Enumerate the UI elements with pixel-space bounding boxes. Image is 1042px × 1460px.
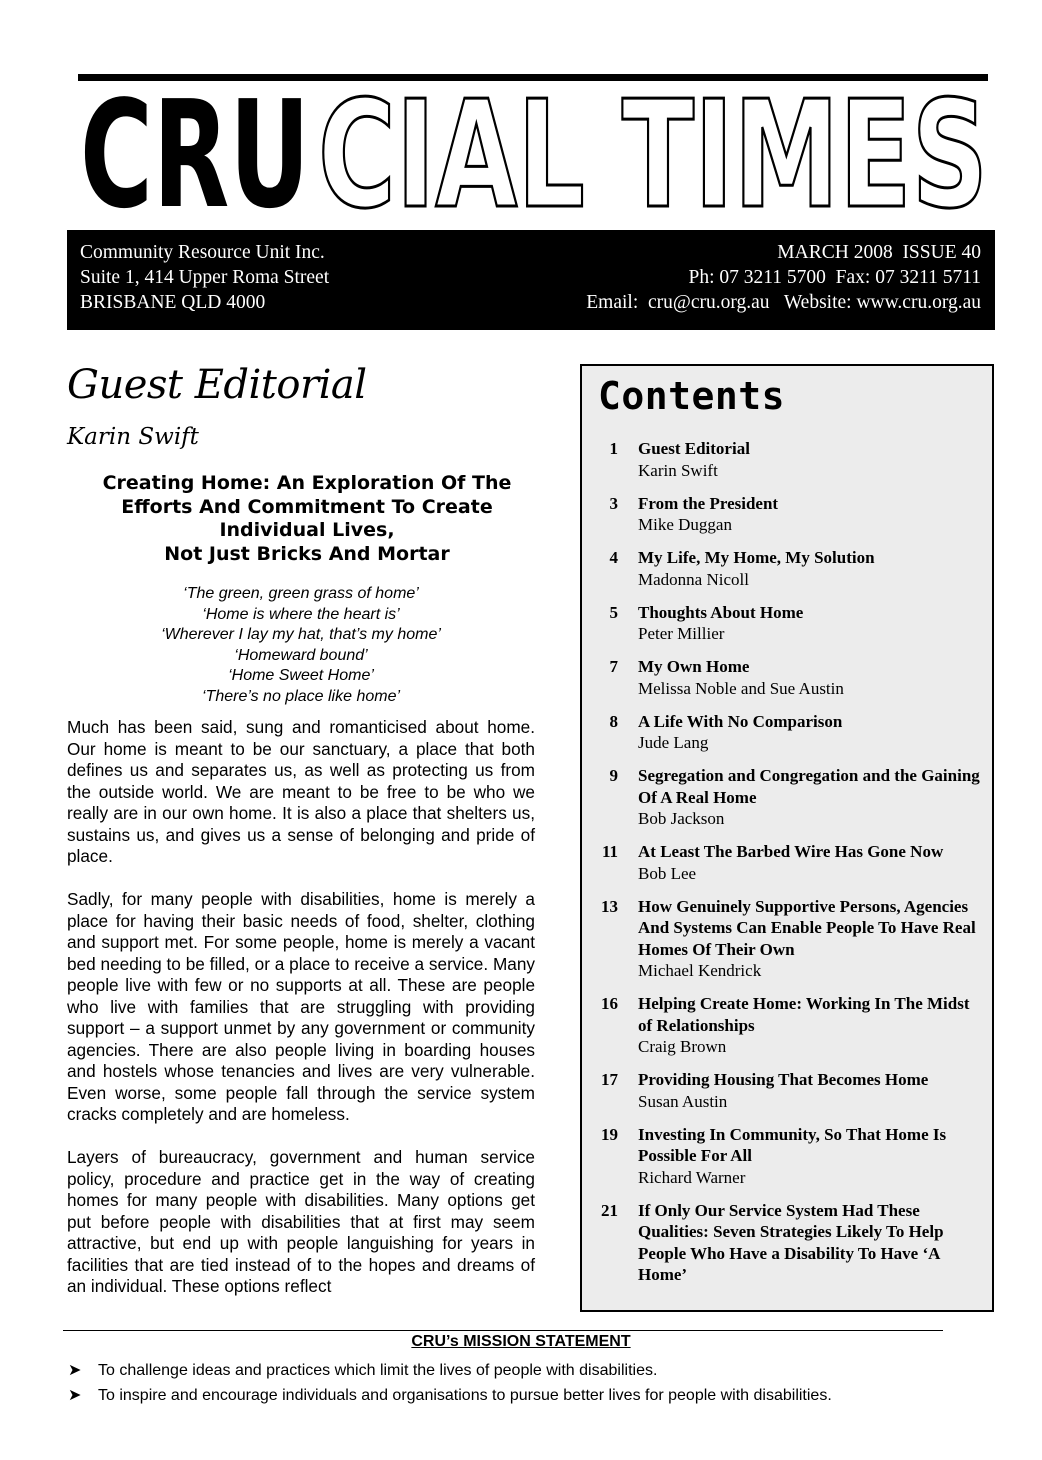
contents-item-title: Investing In Community, So That Home Is Possible For All [638,1124,947,1165]
article-body [67,717,535,1319]
body-paragraph: Sadly, for many people with disabilities, home is merely a place for having their basic needs of food, shelter, clothing and support met. For some people, home is merely a vacant bed needing to be filled, or a place to receive a service. Many people live with few or no supports at all. These are people who live with families that are struggling with providing support – a support unmet by any government or community agencies. There are also people living in boarding houses and hostels whose tenancies and lives are very vulnerable. Even worse, some people fall through the service system cracks completely and are homeless. [67,889,535,1124]
headline-line: Not Just Bricks And Mortar [164,542,450,565]
contents-item-title: My Life, My Home, My Solution [638,548,875,567]
contents-page-number: 19 [601,1124,618,1144]
quote-line: ‘Wherever I lay my hat, that’s my home’ [161,626,441,643]
contents-item-author: Bob Lee [638,863,697,883]
address-line-1: Suite 1, 414 Upper Roma Street [80,267,330,288]
contents-item [596,438,986,481]
contents-item-author: Mike Duggan [638,515,732,534]
contents-page-number: 7 [609,657,618,676]
org-name: Community Resource Unit Inc. [80,242,325,263]
contents-item-author: Karin Swift [638,460,718,480]
contents-item [596,765,986,830]
contents-item-title: Helping Create Home: Working In The Midst of Relationships [638,994,970,1035]
contents-item-author: Richard Warner [638,1167,746,1187]
body-paragraph: Much has been said, sung and romanticised about home. Our home is meant to be our sanctuary, a place that both defines us and separates us, as well as protecting us from the outside world. We are meant to be free to be who we really are in our own home. It is also a place that shelters us, sustains us, and gives us a sense of belonging and pride of place. [67,717,535,866]
contents-item-author: Jude Lang [638,733,709,752]
editorial-author: Karin Swift [67,424,199,450]
mission-item-text: To challenge ideas and practices which limit the lives of people with disabilities. [98,1362,658,1379]
article-headline [67,472,547,566]
editorial-title: Guest Editorial [67,362,367,408]
contents-item-title: My Own Home [638,657,750,676]
contents-item [596,1069,986,1112]
mission-heading: CRU’s MISSION STATEMENT [411,1333,631,1350]
contents-page-number: 9 [609,766,618,785]
quote-line: ‘Homeward bound’ [234,646,368,664]
contents-item-title: Thoughts About Home [638,602,804,622]
quote-line: ‘There’s no place like home’ [201,687,401,705]
masthead-solid-text: CRU [80,88,310,216]
contents-item-author: Madonna Nicoll [638,569,749,589]
info-bar [67,230,995,330]
address-line-2: BRISBANE QLD 4000 [80,292,266,313]
contents-item-author: Bob Jackson [638,809,725,828]
info-contact [586,240,981,315]
mission-divider [63,1330,943,1331]
arrow-bullet-icon: ➤ [68,1362,82,1379]
quote-line: ‘The green, green grass of home’ [183,585,419,602]
headline-line: Efforts And Commitment To Create [121,495,493,518]
contents-item-title: If Only Our Service System Had These Qualities: Seven Strategies Likely To Help People Who Have a Disability To Have ‘A Home’ [638,1200,944,1284]
quote-line: ‘Home Sweet Home’ [228,667,374,684]
contents-item [596,547,986,590]
contents-page-number: 4 [609,548,618,567]
contents-item [596,841,986,884]
masthead-rule [78,74,988,81]
headline-line: Creating Home: An Exploration Of The [102,472,512,494]
masthead-outline-text: CIAL TIMES [318,88,988,216]
contents-item-author: Michael Kendrick [638,961,762,980]
email-website: Email: cru@cru.org.au Website: www.cru.org.au [586,292,981,313]
mission-item [68,1383,988,1408]
contents-item-author: Peter Millier [638,624,725,643]
mission-item [68,1358,988,1383]
contents-page-number: 11 [601,842,618,861]
quote-list [67,584,535,707]
contents-item-author: Craig Brown [638,1037,727,1056]
headline-line: Individual Lives, [219,519,395,541]
mission-list [68,1358,988,1408]
masthead-title [80,88,990,216]
contents-page-number: 17 [601,1070,618,1089]
contents-item [596,656,986,699]
contents-page-number: 3 [609,493,618,513]
contents-title: Contents [598,374,786,418]
contents-item-title: Guest Editorial [638,439,750,458]
contents-page-number: 8 [609,711,618,731]
mission-item-text: To inspire and encourage individuals and organisations to pursue better lives for people with disabilities. [98,1387,832,1404]
contents-item [596,993,986,1058]
quote-line: ‘Home is where the heart is’ [202,605,400,623]
masthead [80,88,990,216]
contents-item [596,711,986,754]
contents-item [596,896,986,982]
contents-page-number: 13 [601,896,618,916]
phone-fax: Ph: 07 3211 5700 Fax: 07 3211 5711 [688,267,981,288]
body-paragraph: Layers of bureaucracy, government and human service policy, procedure and practice get in the way of creating homes for many people with disabilities. Many options get put before people with disabilities that at first may seem attractive, but end up with people languishing for years in facilities that are tied instead of to the hopes and dreams of an individual. These options reflect [67,1147,535,1296]
issue-date: MARCH 2008 ISSUE 40 [777,242,981,263]
contents-list [596,438,986,1297]
contents-item-title: At Least The Barbed Wire Has Gone Now [638,842,944,861]
contents-page-number: 16 [601,994,618,1013]
contents-item-title: Segregation and Congregation and the Gaining Of A Real Home [638,766,980,807]
contents-item [596,1200,986,1286]
contents-box [580,364,994,1312]
contents-item [596,602,986,645]
contents-item-title: A Life With No Comparison [638,711,843,731]
contents-page-number: 1 [609,439,618,458]
contents-item-author: Susan Austin [638,1091,728,1111]
contents-item [596,1124,986,1189]
contents-item [596,493,986,536]
info-address [80,240,329,315]
contents-page-number: 5 [609,602,618,622]
contents-item-author: Melissa Noble and Sue Austin [638,678,844,698]
contents-item-title: How Genuinely Supportive Persons, Agencies And Systems Can Enable People To Have Real Homes Of Their Own [638,896,976,959]
arrow-bullet-icon: ➤ [68,1387,82,1404]
contents-item-title: From the President [638,493,779,513]
contents-item-title: Providing Housing That Becomes Home [638,1070,929,1089]
contents-page-number: 21 [601,1200,618,1220]
